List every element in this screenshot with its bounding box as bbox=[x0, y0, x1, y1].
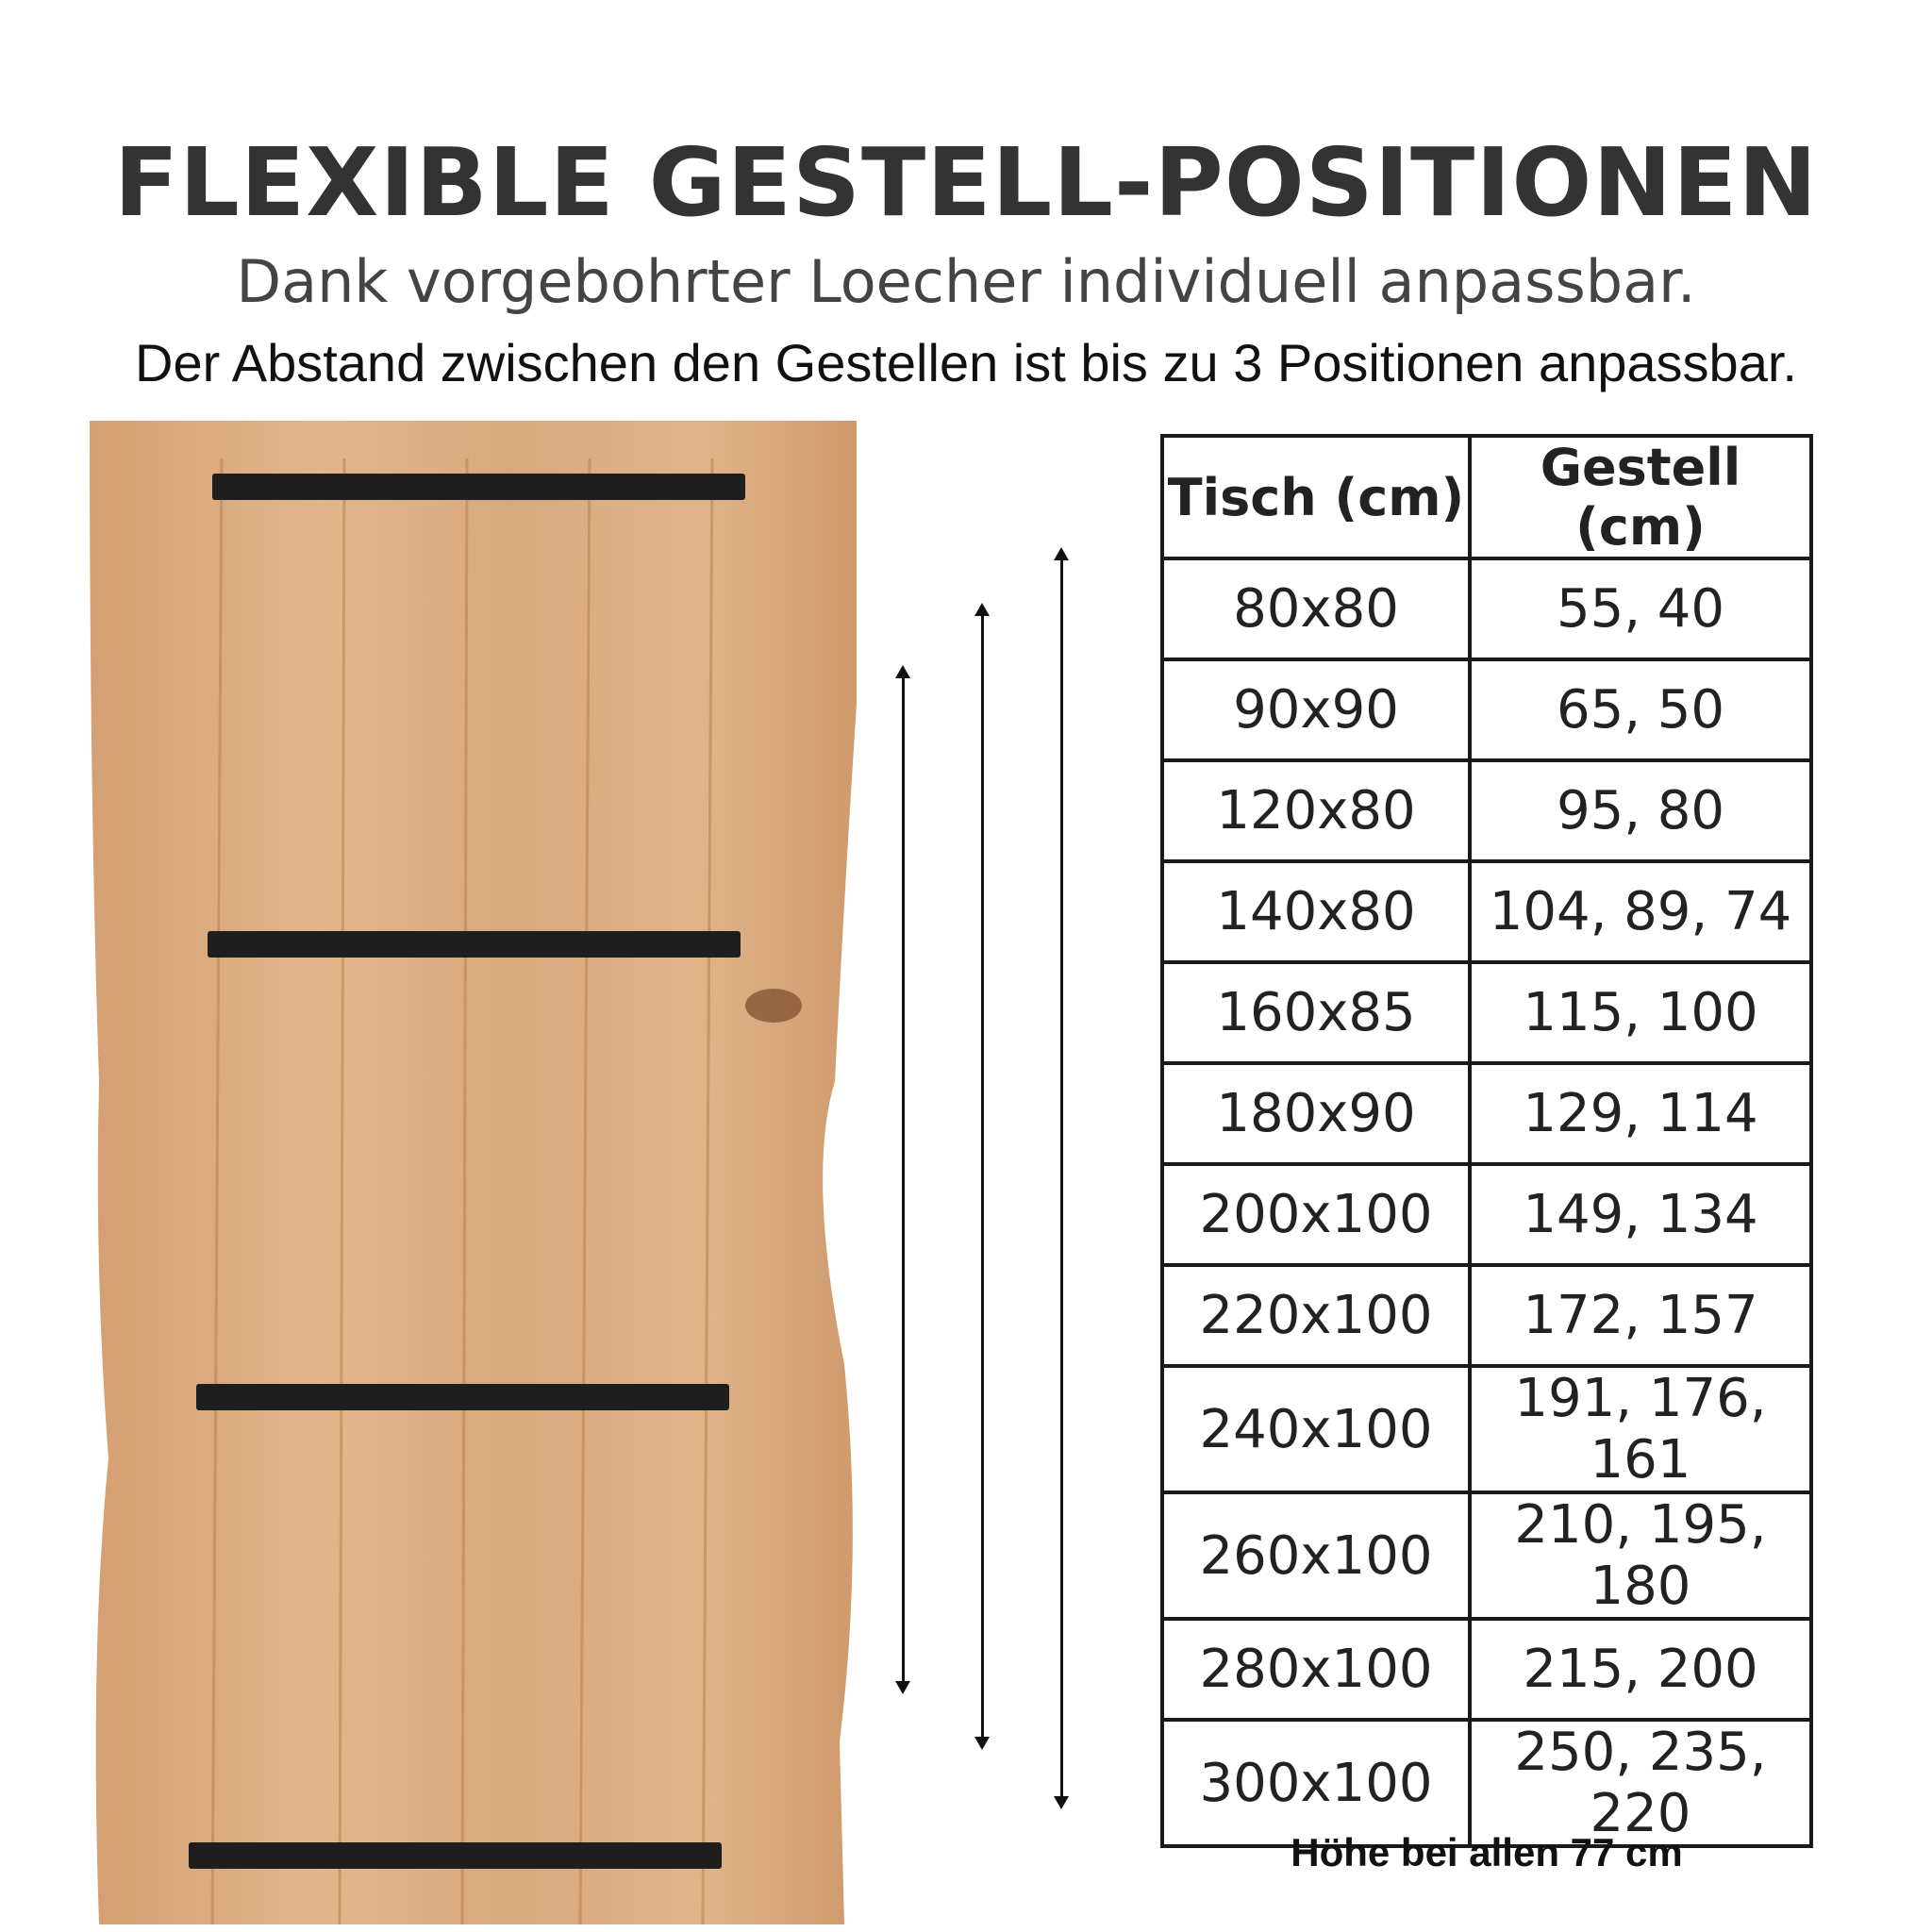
frame-position-cell: 210, 195, 180 bbox=[1470, 1492, 1811, 1619]
tabletop-image bbox=[90, 421, 857, 1924]
distance-arrow-short bbox=[902, 669, 905, 1690]
table-row bbox=[1162, 1720, 1811, 1846]
table-row bbox=[1162, 861, 1811, 962]
description: Der Abstand zwischen den Gestellen ist bis zu 3 Positionen anpassbar. bbox=[135, 333, 1797, 392]
table-size-cell: 90x90 bbox=[1162, 659, 1470, 760]
frame-position-cell: 95, 80 bbox=[1470, 760, 1811, 861]
frame-position-cell: 104, 89, 74 bbox=[1470, 861, 1811, 962]
table-row bbox=[1162, 1164, 1811, 1265]
frame-position-cell: 115, 100 bbox=[1470, 962, 1811, 1063]
frame-position-cell: 250, 235, 220 bbox=[1470, 1720, 1811, 1846]
table-header-row bbox=[1162, 436, 1811, 558]
table-row bbox=[1162, 1619, 1811, 1720]
table-size-cell: 160x85 bbox=[1162, 962, 1470, 1063]
table-size-cell: 300x100 bbox=[1162, 1720, 1470, 1846]
height-note: Höhe bei allen 77 cm bbox=[1291, 1830, 1683, 1874]
table-size-cell: 200x100 bbox=[1162, 1164, 1470, 1265]
distance-arrow-medium bbox=[981, 607, 984, 1746]
header-gestell: Gestell (cm) bbox=[1470, 436, 1811, 558]
table-row bbox=[1162, 558, 1811, 659]
table-row bbox=[1162, 1265, 1811, 1366]
table-row bbox=[1162, 659, 1811, 760]
header-tisch: Tisch (cm) bbox=[1162, 436, 1470, 558]
table-size-cell: 260x100 bbox=[1162, 1492, 1470, 1619]
frame-position-cell: 55, 40 bbox=[1470, 558, 1811, 659]
wood-board bbox=[90, 421, 857, 1924]
page-title: FLEXIBLE GESTELL-POSITIONEN bbox=[113, 127, 1819, 238]
table-size-cell: 180x90 bbox=[1162, 1063, 1470, 1164]
frame-position-cell: 191, 176, 161 bbox=[1470, 1366, 1811, 1492]
frame-position-cell: 65, 50 bbox=[1470, 659, 1811, 760]
subtitle: Dank vorgebohrter Loecher individuell anpassbar. bbox=[236, 247, 1696, 316]
table-size-cell: 120x80 bbox=[1162, 760, 1470, 861]
table-size-cell: 220x100 bbox=[1162, 1265, 1470, 1366]
frame-position-cell: 149, 134 bbox=[1470, 1164, 1811, 1265]
frame-position-cell: 215, 200 bbox=[1470, 1619, 1811, 1720]
table-size-cell: 80x80 bbox=[1162, 558, 1470, 659]
table-size-cell: 240x100 bbox=[1162, 1366, 1470, 1492]
table-row bbox=[1162, 962, 1811, 1063]
distance-arrow-long bbox=[1060, 551, 1063, 1806]
table-row bbox=[1162, 1063, 1811, 1164]
table-row bbox=[1162, 1366, 1811, 1492]
table-size-cell: 140x80 bbox=[1162, 861, 1470, 962]
table-row bbox=[1162, 760, 1811, 861]
table-row bbox=[1162, 1492, 1811, 1619]
frame-position-cell: 129, 114 bbox=[1470, 1063, 1811, 1164]
frame-position-cell: 172, 157 bbox=[1470, 1265, 1811, 1366]
size-table bbox=[1160, 434, 1813, 1848]
table-size-cell: 280x100 bbox=[1162, 1619, 1470, 1720]
